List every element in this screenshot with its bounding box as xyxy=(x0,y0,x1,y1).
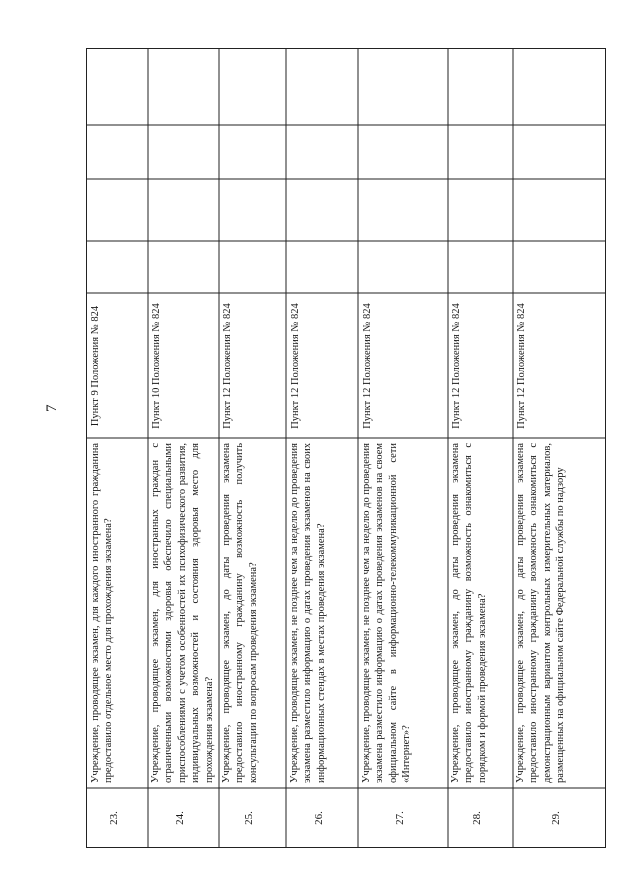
row-29-reference: Пункт 12 Положения № 824 xyxy=(516,303,527,429)
row-28-number: 28. xyxy=(471,811,483,825)
row-24-description: Учреждение, проводящее экзамен, для иностранных граждан с ограниченными возможностями здоровья обеспечило специальными приспособлениями с учетом особенностей их психофизического развития, индивидуальных возможностей и состояния здоровья место для прохождения экзамена? xyxy=(150,443,215,783)
row-27-description: Учреждение, проводящее экзамен, не позднее чем за неделю до проведения экзамена разместило информацию о датах проведения экзаменов на своем официальном сайте в информационно-телекоммуникационной сети «Интернет»? xyxy=(361,443,413,783)
row-24-number: 24. xyxy=(174,811,186,825)
row-27-number: 27. xyxy=(394,811,406,825)
row-23-number: 23. xyxy=(108,811,120,825)
row-25-description: Учреждение, проводящее экзамен, до даты проведения экзамена предоставило иностранному гражданину возможность получить консультации по вопросам проведения экзамена? xyxy=(221,443,259,783)
row-26-description: Учреждение, проводящее экзамен, не позднее чем за неделю до проведения экзамена разместило информацию о датах проведения экзаменов на своих информационных стендах в местах проведения экзамена? xyxy=(289,443,327,783)
row-29-number: 29. xyxy=(550,811,562,825)
row-24-reference: Пункт 10 Положения № 824 xyxy=(151,303,162,429)
row-25-number: 25. xyxy=(243,811,255,825)
row-26-number: 26. xyxy=(313,811,325,825)
row-28-description: Учреждение, проводящее экзамен, до даты проведения экзамена предоставило иностранному гражданину возможность ознакомиться с порядком и формой проведения экзамена? xyxy=(450,443,488,783)
row-23-description: Учреждение, проводящее экзамен, для каждого иностранного гражданина предоставило отдельное место для прохождения экзамена? xyxy=(90,443,115,783)
row-27-reference: Пункт 12 Положения № 824 xyxy=(362,303,373,429)
row-25-reference: Пункт 12 Положения № 824 xyxy=(222,303,233,429)
page-number: 7 xyxy=(44,404,60,412)
checklist-table xyxy=(86,48,606,848)
row-26-reference: Пункт 12 Положения № 824 xyxy=(290,303,301,429)
row-29-description: Учреждение, проводящее экзамен, до даты проведения экзамена предоставило иностранному гражданину возможность ознакомиться с демонстрационным вариантом контрольных измерительных материалов, размещенных на официальном сайте Федеральной службы по надзору xyxy=(515,443,567,783)
row-28-reference: Пункт 12 Положения № 824 xyxy=(451,303,462,429)
row-23-reference: Пункт 9 Положения № 824 xyxy=(90,305,101,427)
